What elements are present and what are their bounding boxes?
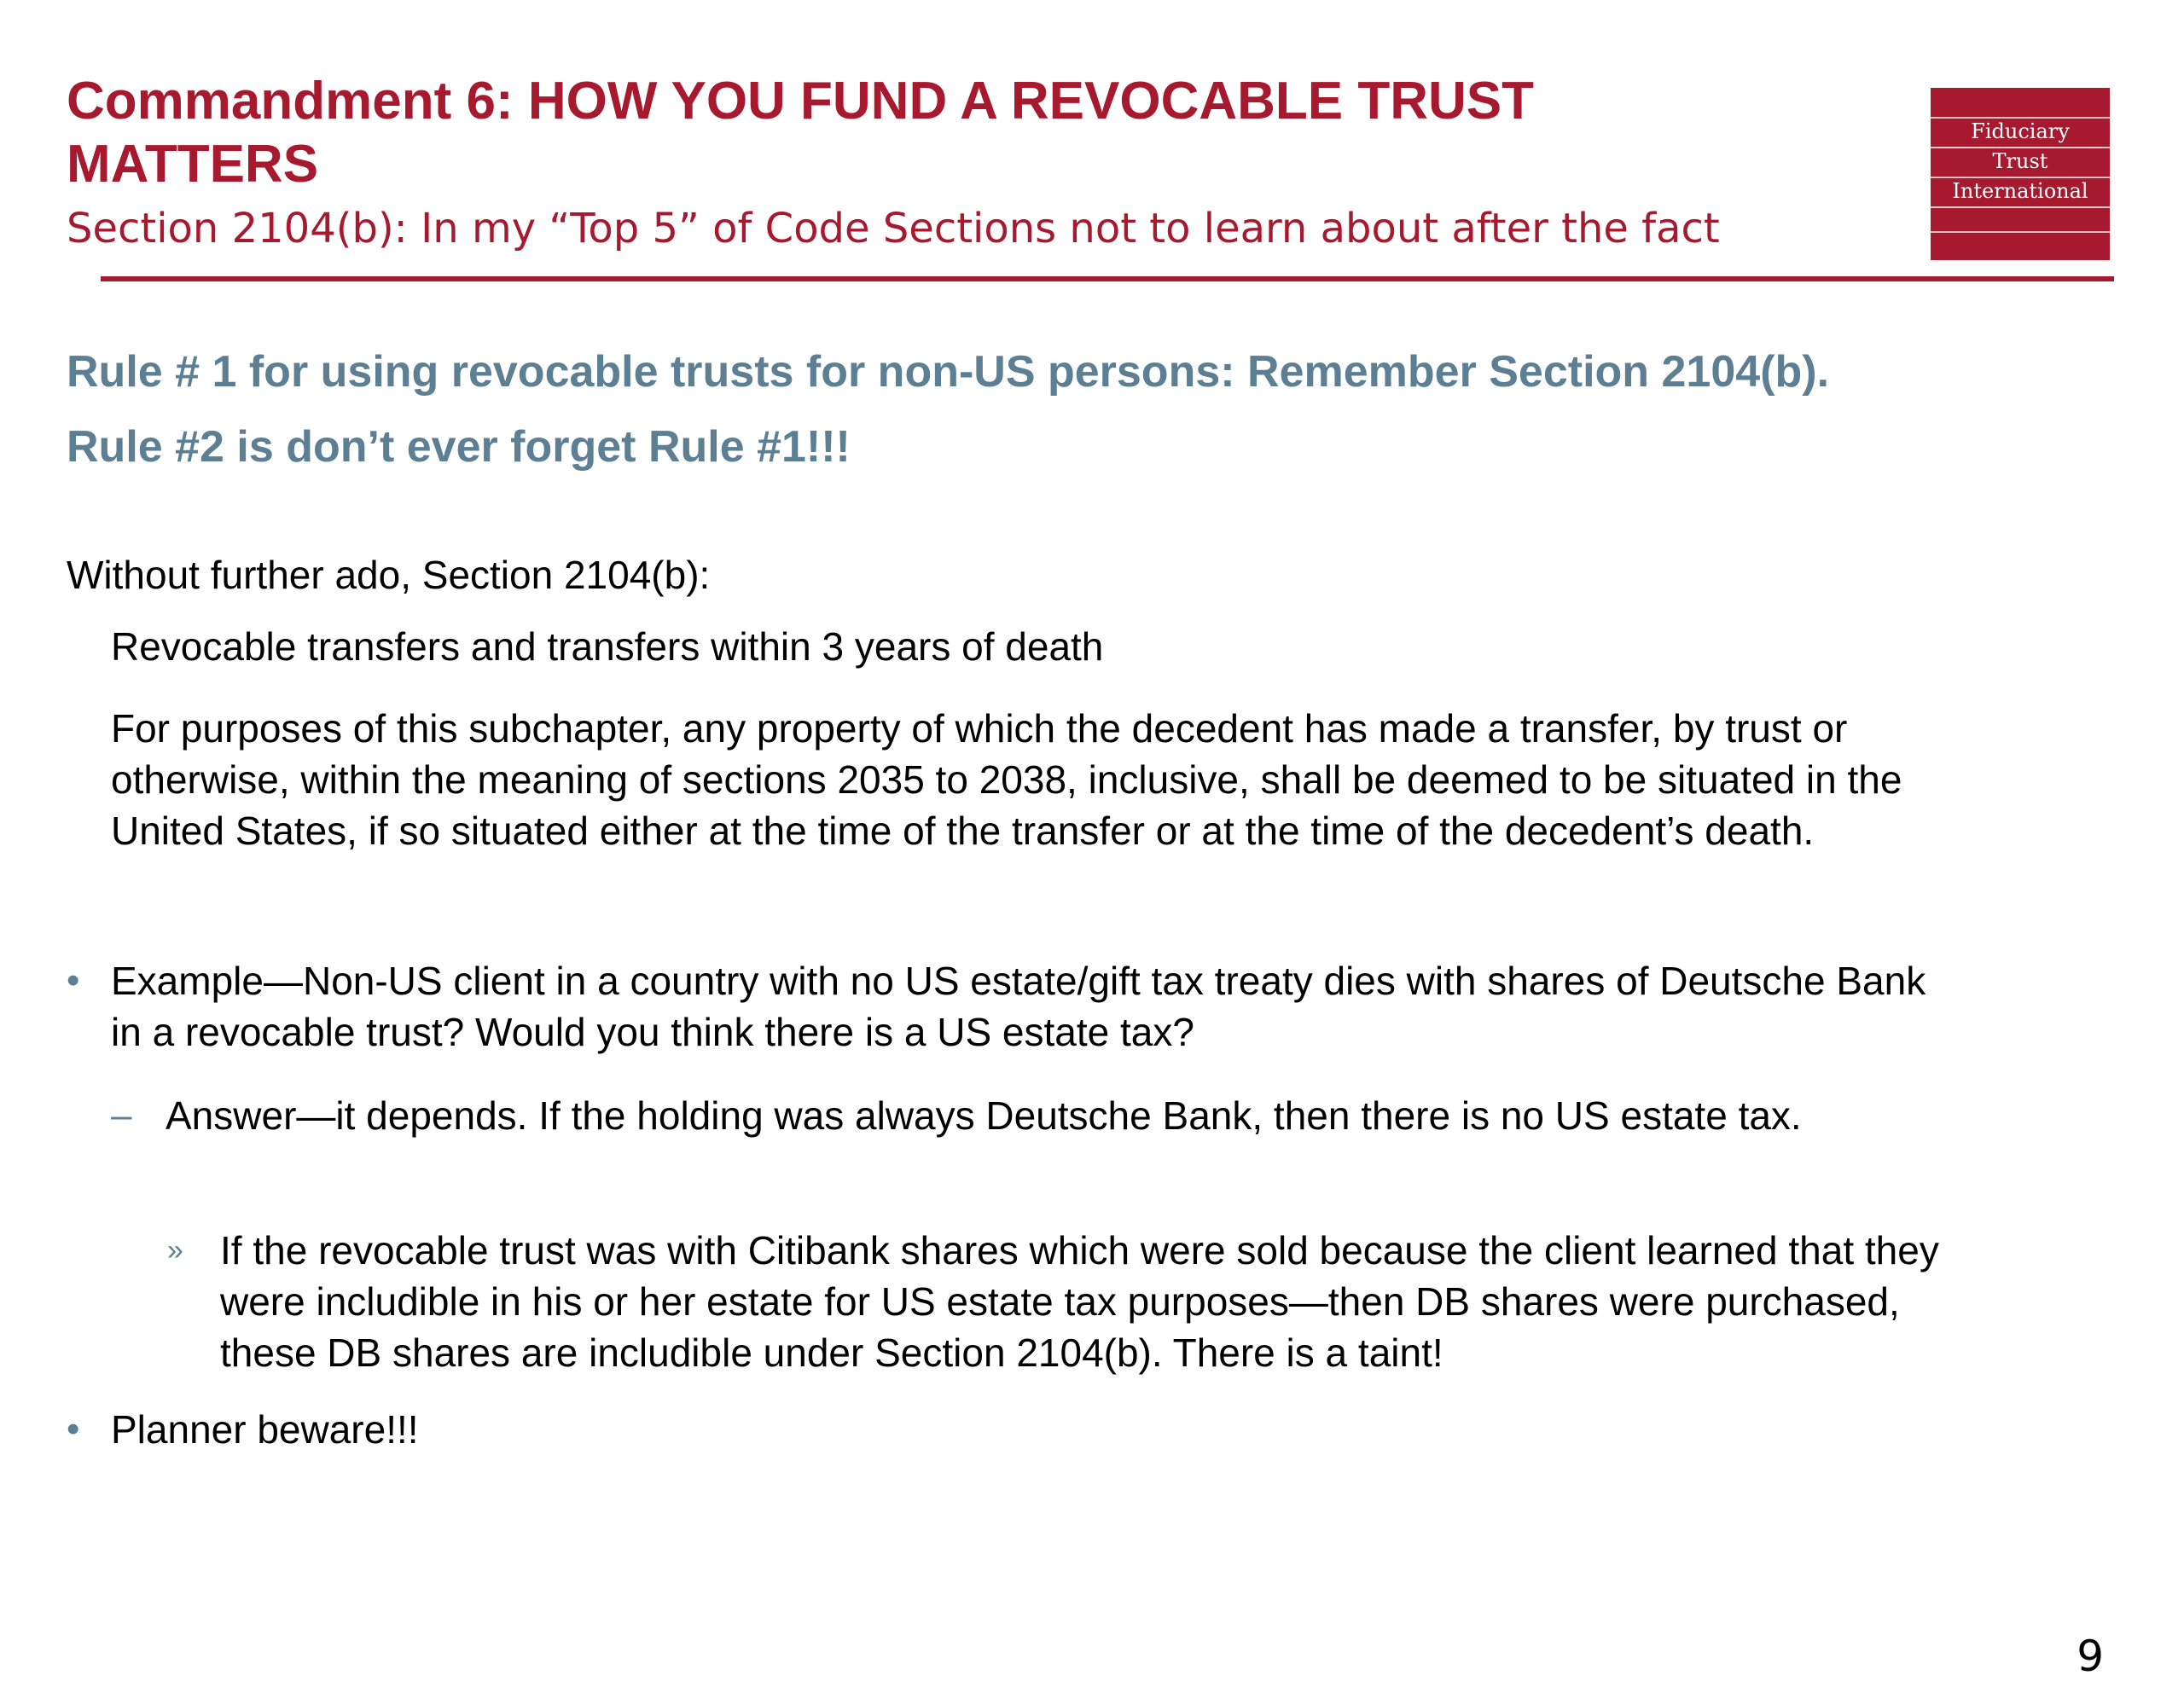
statute-text: For purposes of this subchapter, any property of which the decedent has made a transfer, by trust or otherwise, within the meaning of sections 2035 to 2038, inclusive, shall be deemed to be situated in the United States, if so situated either at the time of the transfer or at the time of the decedent’s death.: [111, 706, 1902, 853]
intro-text: Without further ado, Section 2104(b):: [67, 553, 711, 597]
rule-2-heading: Rule #2 is don’t ever forget Rule #1!!!: [67, 422, 851, 472]
bullet-taint: If the revocable trust was with Citibank shares which were sold because the client learned that they were includible in his or her estate for US estate tax purposes—then DB shares were purchased, these DB shares are includible under Section 2104(b). There is a taint!: [220, 1228, 1939, 1375]
statute-heading: Revocable transfers and transfers within 3 years of death: [111, 624, 1104, 669]
chevron-marker: »: [167, 1234, 183, 1267]
page-number: 9: [2077, 1632, 2104, 1681]
bullet-answer: Answer—it depends. If the holding was always Deutsche Bank, then there is no US estate tax.: [166, 1093, 1802, 1138]
logo-line-3: International: [1952, 179, 2088, 203]
logo-line-1: Fiduciary: [1971, 119, 2070, 143]
slide-title: Commandment 6: HOW YOU FUND A REVOCABLE TRUST MATTERS: [67, 72, 1534, 194]
bullet-marker: •: [67, 1408, 80, 1450]
bullet-planner: Planner beware!!!: [111, 1407, 419, 1452]
bullet-example: Example—Non-US client in a country with no US estate/gift tax treaty dies with shares of Deutsche Bank in a revocable trust? Would you think there is a US estate tax?: [111, 959, 1926, 1054]
header-divider: [101, 276, 2114, 281]
slide-subtitle: Section 2104(b): In my “Top 5” of Code Sections not to learn about after the fact: [67, 205, 1720, 252]
dash-marker: –: [111, 1094, 132, 1136]
bullet-marker: •: [67, 959, 80, 1001]
fiduciary-trust-logo: [1931, 88, 2110, 260]
rule-1-heading: Rule # 1 for using revocable trusts for non-US persons: Remember Section 2104(b).: [67, 347, 1830, 397]
logo-line-2: Trust: [1992, 149, 2048, 173]
